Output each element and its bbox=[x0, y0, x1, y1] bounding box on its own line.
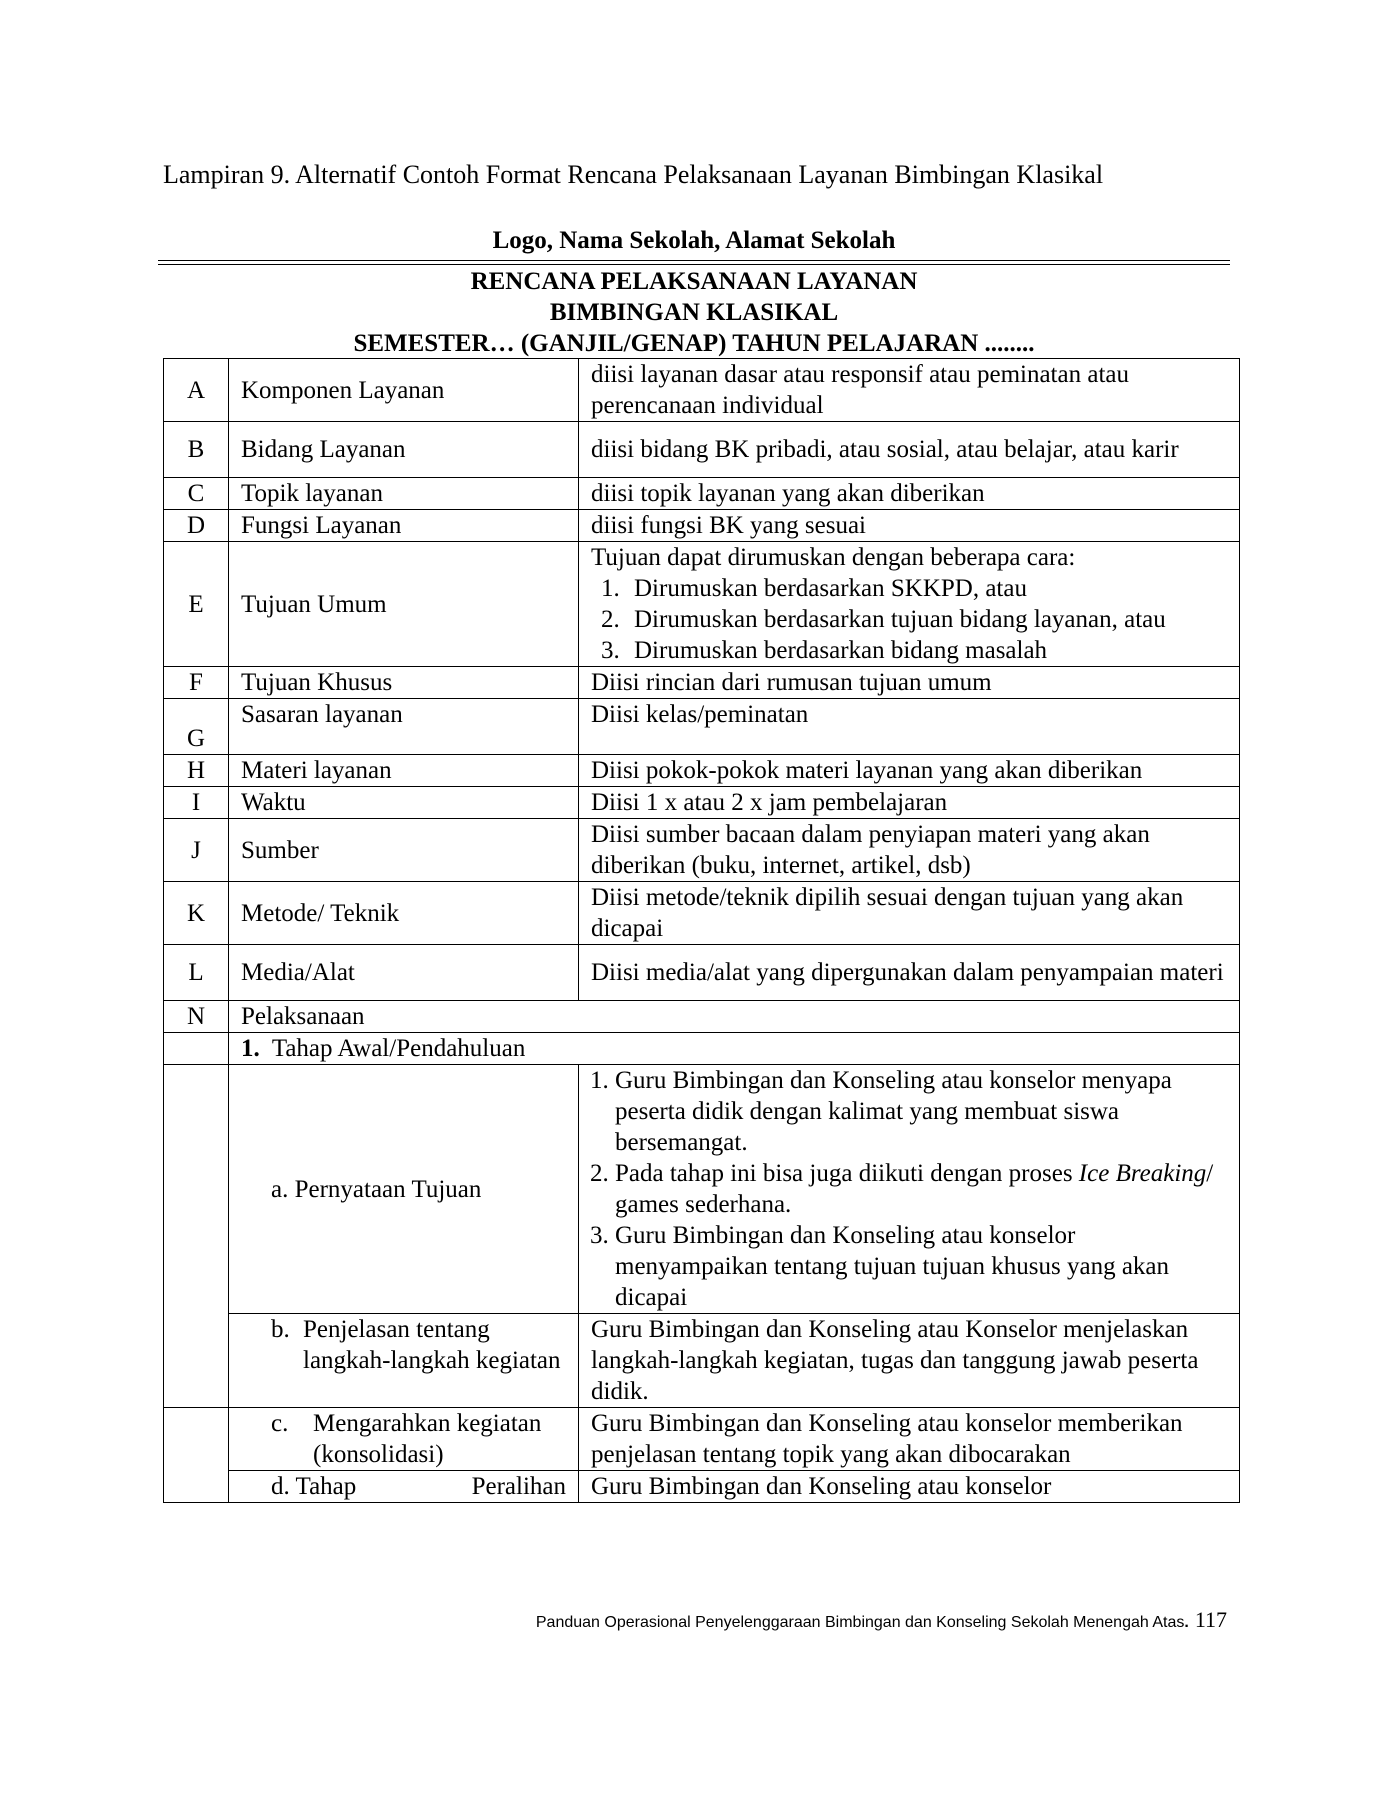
row-letter: D bbox=[164, 510, 229, 542]
description-text: Diisi kelas/peminatan bbox=[591, 701, 809, 728]
row-description bbox=[579, 542, 1240, 667]
row-component: Tujuan Khusus bbox=[229, 667, 579, 699]
row-description bbox=[579, 359, 1240, 422]
row-letter: H bbox=[164, 755, 229, 787]
sub-b-label bbox=[229, 1314, 579, 1408]
header-rule-bottom bbox=[158, 264, 1230, 265]
row-component: Topik layanan bbox=[229, 478, 579, 510]
description-text: Diisi metode/teknik dipilih sesuai dengan tujuan yang akan dicapai bbox=[591, 884, 1184, 942]
table-row bbox=[164, 945, 1240, 1001]
row-component: Bidang Layanan bbox=[229, 422, 579, 478]
row-component: Sasaran layanan bbox=[229, 699, 579, 755]
empty-cell bbox=[164, 1033, 229, 1065]
row-component: Media/Alat bbox=[229, 945, 579, 1001]
sub-d-description: Guru Bimbingan dan Konseling atau konselor bbox=[579, 1471, 1240, 1503]
row-description bbox=[579, 882, 1240, 945]
table-row-sub-a bbox=[164, 1065, 1240, 1314]
table-row bbox=[164, 478, 1240, 510]
sub-b-letter: b. bbox=[271, 1316, 290, 1343]
statement-list bbox=[591, 1065, 1227, 1313]
table-row-pelaksanaan bbox=[164, 1001, 1240, 1033]
title-line-2: BIMBINGAN KLASIKAL bbox=[549, 299, 839, 326]
title-line-3: SEMESTER… (GANJIL/GENAP) TAHUN PELAJARAN ........ bbox=[353, 330, 1035, 357]
list-item-text: / games sederhana. bbox=[615, 1160, 1214, 1218]
row-component: Tujuan Umum bbox=[229, 542, 579, 667]
row-description bbox=[579, 699, 1240, 755]
sub-b-label-wrap bbox=[241, 1314, 566, 1376]
table-row bbox=[164, 542, 1240, 667]
row-letter: G bbox=[164, 699, 229, 755]
row-component: Materi layanan bbox=[229, 755, 579, 787]
sub-a-label-text: a. Pernyataan Tujuan bbox=[271, 1175, 482, 1203]
sub-c-label-wrap bbox=[241, 1408, 566, 1470]
row-letter: F bbox=[164, 667, 229, 699]
row-component: Metode/ Teknik bbox=[229, 882, 579, 945]
list-item: 2. Dirumuskan berdasarkan tujuan bidang layanan, atau bbox=[626, 604, 1227, 635]
sub-c-label-text: Mengarahkan kegiatan (konsolidasi) bbox=[313, 1410, 542, 1468]
description-text: Diisi 1 x atau 2 x jam pembelajaran bbox=[591, 789, 948, 816]
row-component: Pelaksanaan bbox=[229, 1001, 1240, 1033]
table-row bbox=[164, 699, 1240, 755]
stage-1-heading bbox=[229, 1033, 1240, 1065]
row-letter: E bbox=[164, 542, 229, 667]
sub-d-label-left: d. Tahap bbox=[271, 1473, 357, 1500]
description-text: diisi layanan dasar atau responsif atau peminatan atau perencanaan individual bbox=[591, 361, 1129, 419]
sub-b-label-text: Penjelasan tentang langkah-langkah kegiatan bbox=[303, 1316, 561, 1374]
row-description bbox=[579, 422, 1240, 478]
row-letter: L bbox=[164, 945, 229, 1001]
row-description bbox=[579, 945, 1240, 1001]
page-footer bbox=[536, 1607, 1227, 1633]
description-text: diisi bidang BK pribadi, atau sosial, atau belajar, atau karir bbox=[591, 436, 1179, 463]
description-text: Diisi media/alat yang dipergunakan dalam penyampaian materi bbox=[591, 959, 1224, 986]
page-number: 117 bbox=[1194, 1607, 1227, 1632]
row-component: Sumber bbox=[229, 819, 579, 882]
footer-text: Panduan Operasional Penyelenggaraan Bimbingan dan Konseling Sekolah Menengah Atas bbox=[535, 1614, 1185, 1631]
sub-c-description: Guru Bimbingan dan Konseling atau konselor memberikan penjelasan tentang topik yang akan dibocarakan bbox=[579, 1408, 1240, 1471]
sub-b-description: Guru Bimbingan dan Konseling atau Konselor menjelaskan langkah-langkah kegiatan, tugas dan tanggung jawab peserta didik. bbox=[579, 1314, 1240, 1408]
table-row-sub-b bbox=[164, 1314, 1240, 1408]
table-row-sub-c bbox=[164, 1408, 1240, 1471]
document-title bbox=[158, 266, 1230, 359]
objective-list bbox=[591, 573, 1227, 666]
sub-d-label-wrap bbox=[241, 1471, 566, 1502]
description-text: Tujuan dapat dirumuskan dengan beberapa cara: bbox=[591, 544, 1076, 571]
table-row bbox=[164, 819, 1240, 882]
appendix-caption: Lampiran 9. Alternatif Contoh Format Rencana Pelaksanaan Layanan Bimbingan Klasikal bbox=[163, 160, 1104, 189]
table-row bbox=[164, 510, 1240, 542]
row-letter: K bbox=[164, 882, 229, 945]
description-text: diisi fungsi BK yang sesuai bbox=[591, 512, 866, 539]
empty-cell bbox=[164, 1408, 229, 1503]
logo-school-address-line: Logo, Nama Sekolah, Alamat Sekolah bbox=[492, 227, 896, 254]
sub-d-label-right: Peralihan bbox=[471, 1473, 566, 1500]
table-row bbox=[164, 755, 1240, 787]
sub-c-letter: c. bbox=[271, 1410, 289, 1437]
row-description bbox=[579, 510, 1240, 542]
row-component: Fungsi Layanan bbox=[229, 510, 579, 542]
table-row bbox=[164, 882, 1240, 945]
description-text: Diisi rincian dari rumusan tujuan umum bbox=[591, 669, 992, 696]
list-item: 3. Dirumuskan berdasarkan bidang masalah bbox=[626, 635, 1227, 666]
sub-a-description bbox=[579, 1065, 1240, 1314]
row-letter: C bbox=[164, 478, 229, 510]
row-letter: A bbox=[164, 359, 229, 422]
list-item-text: Pada tahap ini bisa juga diikuti dengan proses bbox=[615, 1160, 1079, 1187]
table-row bbox=[164, 359, 1240, 422]
footer-dot: . bbox=[1184, 1614, 1189, 1631]
row-description bbox=[579, 819, 1240, 882]
row-description bbox=[579, 755, 1240, 787]
empty-cell bbox=[164, 1065, 229, 1408]
sub-d-label bbox=[229, 1471, 579, 1503]
row-description bbox=[579, 478, 1240, 510]
ice-breaking-term: Ice Breaking bbox=[1078, 1160, 1207, 1187]
rpl-table bbox=[163, 358, 1240, 1503]
list-item: 1. Guru Bimbingan dan Konseling atau konselor menyapa peserta didik dengan kalimat yang membuat siswa bersemangat. bbox=[615, 1065, 1227, 1158]
description-text: Diisi pokok-pokok materi layanan yang akan diberikan bbox=[591, 757, 1143, 784]
list-item: 3. Guru Bimbingan dan Konseling atau konselor menyampaikan tentang tujuan tujuan khusus yang akan dicapai bbox=[615, 1220, 1227, 1313]
school-header bbox=[158, 226, 1230, 256]
row-letter: I bbox=[164, 787, 229, 819]
row-component: Waktu bbox=[229, 787, 579, 819]
row-component: Komponen Layanan bbox=[229, 359, 579, 422]
header-rule-top bbox=[158, 260, 1230, 261]
table-row-stage-1 bbox=[164, 1033, 1240, 1065]
list-item: 1. Dirumuskan berdasarkan SKKPD, atau bbox=[626, 573, 1227, 604]
description-text: diisi topik layanan yang akan diberikan bbox=[591, 480, 985, 507]
table-row bbox=[164, 667, 1240, 699]
stage-1-label: Tahap Awal/Pendahuluan bbox=[271, 1035, 526, 1062]
row-letter: B bbox=[164, 422, 229, 478]
table-row bbox=[164, 422, 1240, 478]
stage-1-number: 1. bbox=[241, 1035, 260, 1062]
table-row-sub-d bbox=[164, 1471, 1240, 1503]
row-letter: N bbox=[164, 1001, 229, 1033]
description-text: Diisi sumber bacaan dalam penyiapan materi yang akan diberikan (buku, internet, artikel, dsb) bbox=[591, 821, 1150, 879]
sub-a-label bbox=[229, 1065, 579, 1314]
table-row bbox=[164, 787, 1240, 819]
title-line-1: RENCANA PELAKSANAAN LAYANAN bbox=[470, 268, 918, 295]
list-item bbox=[615, 1158, 1227, 1220]
row-description bbox=[579, 787, 1240, 819]
sub-c-label bbox=[229, 1408, 579, 1471]
row-letter: J bbox=[164, 819, 229, 882]
row-description bbox=[579, 667, 1240, 699]
